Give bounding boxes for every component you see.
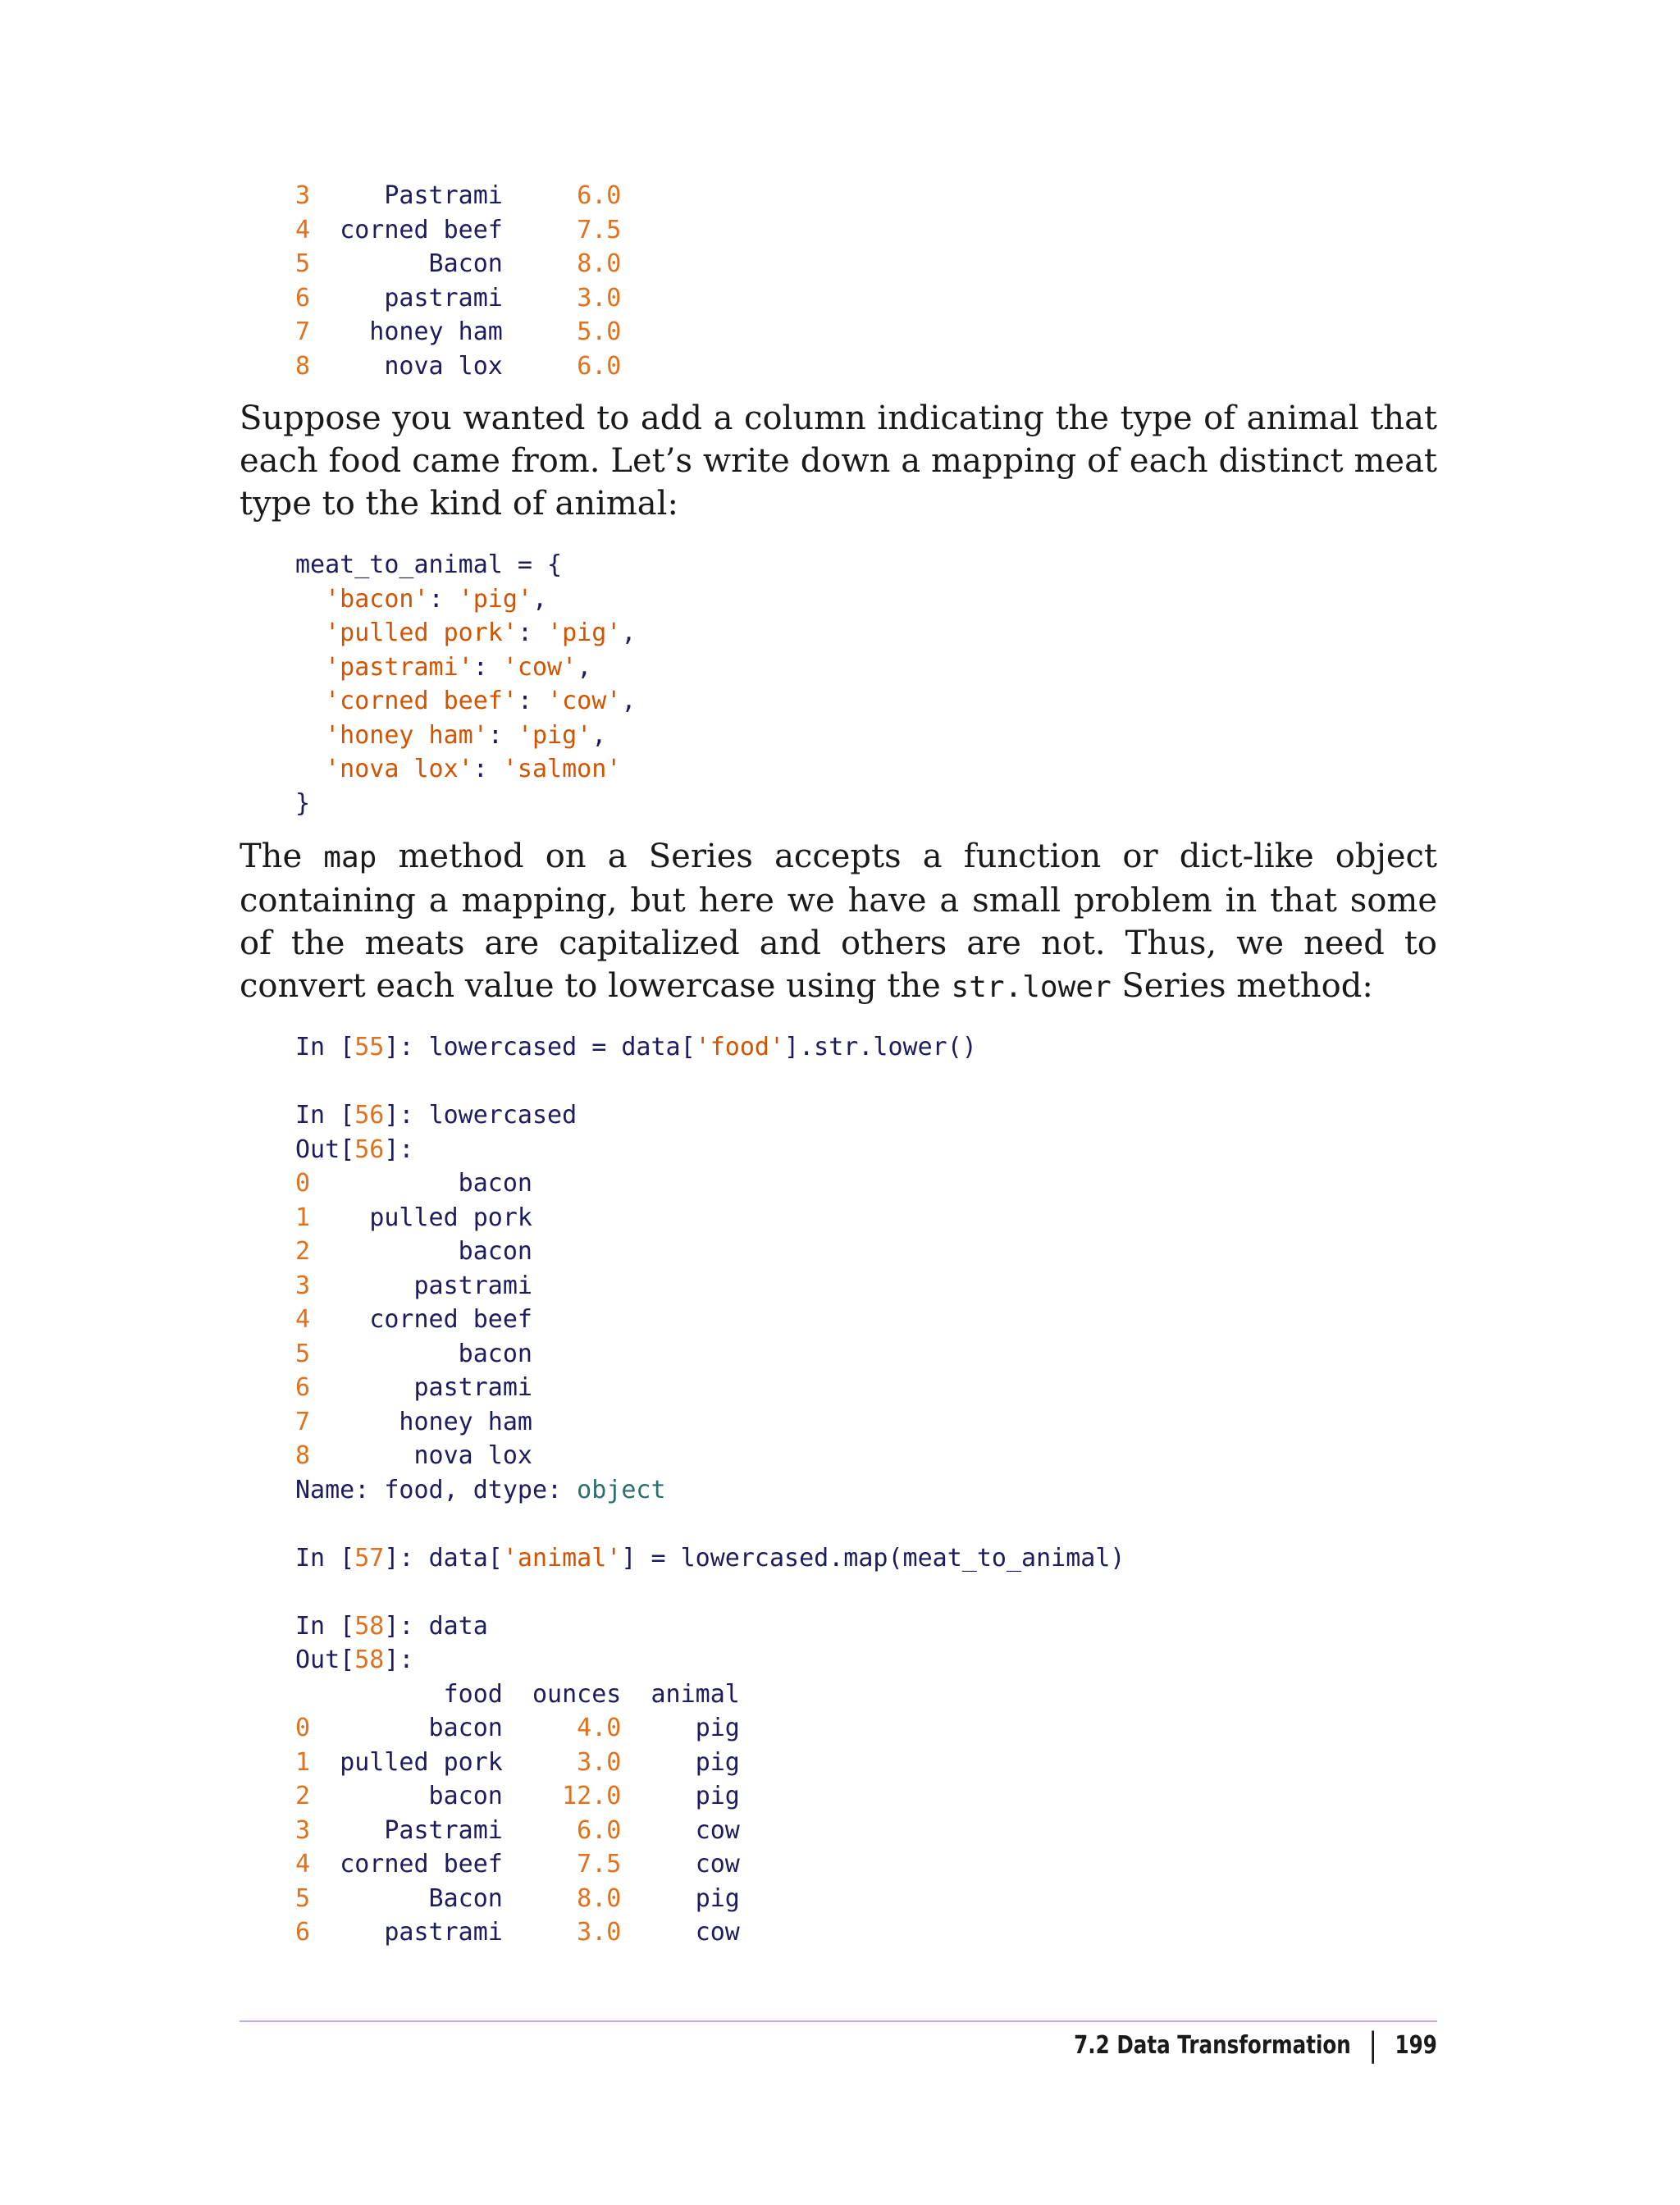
list-item: 0 bacon [295, 1169, 532, 1198]
table-row: 4 corned beef 7.5 [295, 215, 622, 244]
code-line: 'honey ham': 'pig', [325, 720, 607, 750]
list-item: 6 pastrami [295, 1373, 532, 1402]
list-item: 8 nova lox [295, 1441, 532, 1470]
footer-rule [240, 2020, 1437, 2022]
paragraph-animal-mapping: Suppose you wanted to add a column indicating the type of animal that each food came from. Let’s write down a mapping of each distinct meat type to the kind of animal: [240, 399, 1437, 523]
code-line-in56: In [56]: lowercased [295, 1101, 578, 1130]
paragraph-map-method: The map method on a Series accepts a function or dict-like object containing a mapping, but here we have a small problem in that some of the meats are capitalized and others are not. Thus, we need to convert each value to lowercase using the str.lower Series method: [240, 838, 1438, 1005]
table-row: 6 pastrami 3.0 [295, 283, 622, 313]
list-item: 1 pulled pork [295, 1203, 532, 1232]
table-row: 5 Bacon 8.0 [295, 249, 622, 278]
inline-code-str-lower: str.lower [951, 970, 1112, 1004]
code-line: 'pastrami': 'cow', [325, 652, 592, 682]
table-row: 2 bacon 12.0 pig [295, 1782, 740, 1810]
table-row: 3 Pastrami 6.0 cow [295, 1815, 740, 1845]
page-number: 199 [1395, 2030, 1437, 2060]
code-line-in55: In [55]: lowercased = data['food'].str.lower() [295, 1033, 977, 1061]
table-row: 5 Bacon 8.0 pig [295, 1883, 740, 1913]
code-line: 'pulled pork': 'pig', [325, 619, 637, 647]
footer-separator: | [1368, 2026, 1378, 2064]
page-footer [1074, 2026, 1437, 2064]
table-row: 8 nova lox 6.0 [295, 351, 622, 381]
dataframe-header: food ounces animal [295, 1679, 740, 1709]
table-row: 4 corned beef 7.5 cow [295, 1850, 740, 1879]
code-line-out56: Out[56]: [295, 1134, 414, 1164]
code-line: 'bacon': 'pig', [325, 584, 548, 614]
inline-code-map: map [323, 841, 377, 874]
list-item: 4 corned beef [295, 1305, 532, 1334]
code-line: } [295, 788, 311, 818]
list-item: 2 bacon [295, 1237, 532, 1266]
series-footer: Name: food, dtype: object [295, 1475, 666, 1504]
table-row: 7 honey ham 5.0 [295, 317, 622, 346]
code-line: 'corned beef': 'cow', [325, 687, 637, 715]
ipython-session [295, 1030, 1125, 1950]
list-item: 3 pastrami [295, 1271, 532, 1300]
list-item: 7 honey ham [295, 1407, 532, 1436]
table-row: 0 bacon 4.0 pig [295, 1714, 740, 1742]
dict-code-block [295, 548, 636, 820]
code-line-in57: In [57]: data['animal'] = lowercased.map(meat_to_animal) [295, 1543, 1125, 1573]
code-line-in58: In [58]: data [295, 1611, 488, 1641]
table-row: 1 pulled pork 3.0 pig [295, 1747, 740, 1777]
table-row: 3 Pastrami 6.0 [295, 181, 622, 210]
code-line: meat_to_animal = { [295, 550, 563, 579]
code-line-out58: Out[58]: [295, 1646, 414, 1674]
dataframe-output-tail [295, 179, 621, 383]
code-line: 'nova lox': 'salmon' [325, 755, 622, 783]
list-item: 5 bacon [295, 1339, 532, 1368]
table-row: 6 pastrami 3.0 cow [295, 1918, 740, 1947]
footer-section-title: 7.2 Data Transformation [1074, 2030, 1351, 2060]
